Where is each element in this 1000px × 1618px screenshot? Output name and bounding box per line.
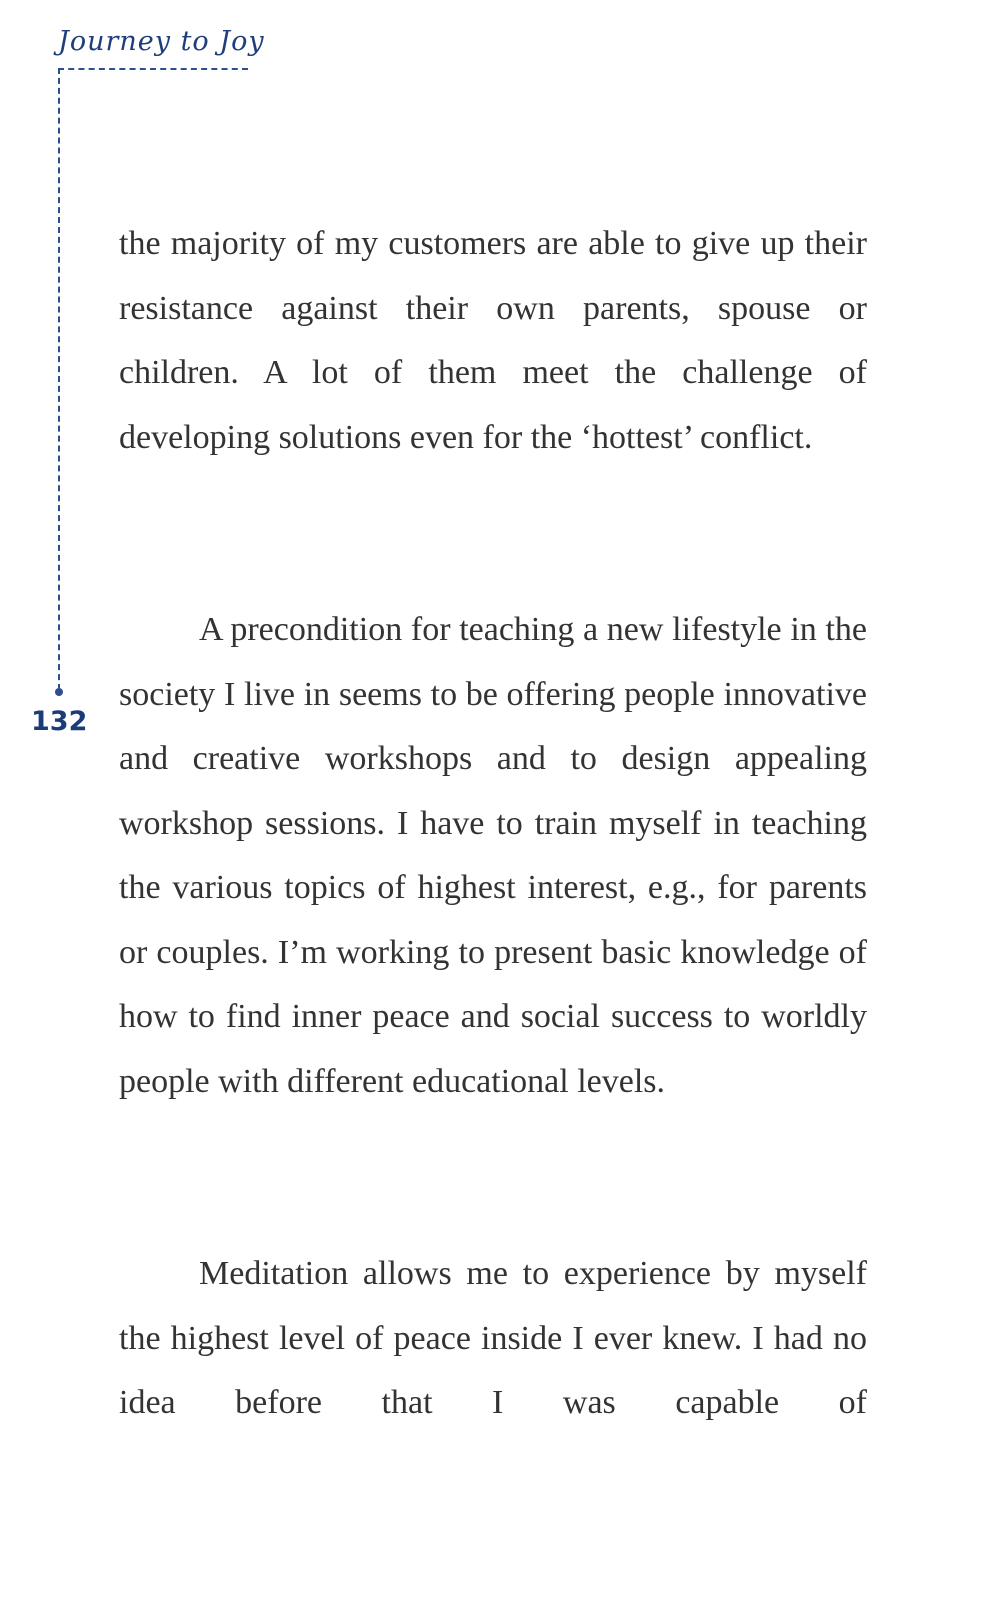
paragraph-3 — [119, 1242, 867, 1436]
paragraph-2 — [119, 598, 867, 1114]
guide-dot — [55, 688, 63, 696]
dashed-guide-top — [58, 68, 248, 70]
paragraph-1 — [119, 212, 867, 470]
paragraph-text: Meditation allows me to experience by myself the highest level of peace inside I ever knew. I had no idea before that I was capable of — [119, 1255, 867, 1421]
page-number: 132 — [31, 706, 88, 737]
dashed-guide-left — [58, 68, 60, 690]
running-head-title: Journey to Joy — [58, 26, 265, 57]
paragraph-text: the majority of my customers are able to give up their resistance against their own parents, spouse or children. A lot of them meet the challenge of developing solutions even for the ‘hottest’ conflict. — [119, 225, 867, 456]
paragraph-text: A precondition for teaching a new lifestyle in the society I live in seems to be offering people innovative and creative workshops and to design appealing workshop sessions. I have to train myself in teaching the various topics of highest interest, e.g., for parents or couples. I’m working to present basic knowledge of how to find inner peace and social success to worldly people with different educational levels. — [119, 611, 867, 1100]
